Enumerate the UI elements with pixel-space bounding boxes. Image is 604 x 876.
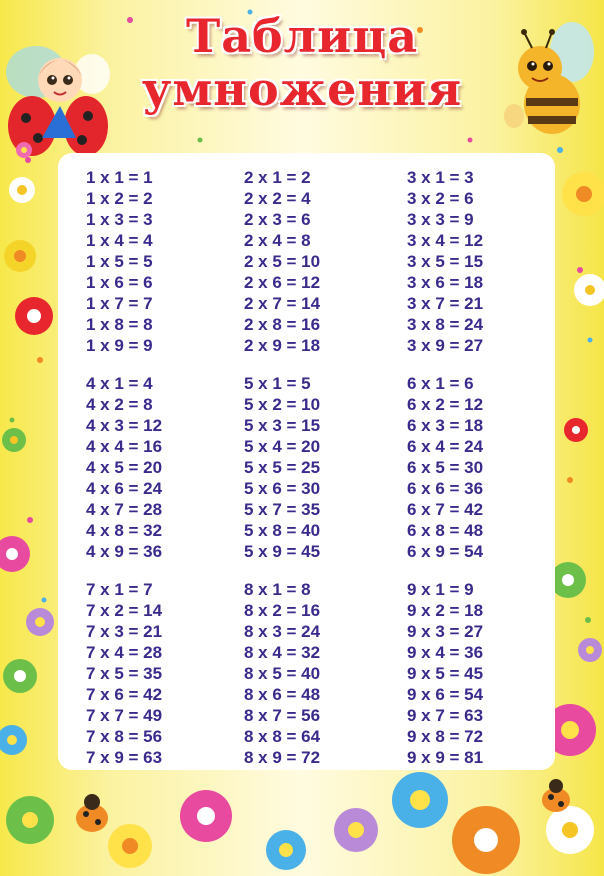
flower-icon: [546, 806, 594, 854]
equation: 6 x 7 = 42: [407, 500, 484, 519]
title-line-2: умножения: [141, 62, 463, 116]
equation: 8 x 4 = 32: [244, 643, 321, 662]
equation: 8 x 5 = 40: [244, 664, 321, 683]
title-line-1: Таблица: [185, 9, 419, 63]
equation: 7 x 5 = 35: [86, 664, 163, 683]
equation: 1 x 5 = 5: [86, 252, 153, 271]
flower-icon: [3, 659, 37, 693]
equation: 6 x 4 = 24: [407, 437, 484, 456]
equation: 9 x 5 = 45: [407, 664, 484, 683]
equation: 3 x 6 = 18: [407, 273, 484, 292]
equation: 7 x 7 = 49: [86, 706, 163, 725]
flower-icon: [108, 824, 152, 868]
equation: 9 x 2 = 18: [407, 601, 484, 620]
flower-icon: [9, 177, 35, 203]
equation: 1 x 6 = 6: [86, 273, 153, 292]
times-table-2: [244, 167, 394, 356]
equation: 1 x 1 = 1: [86, 168, 153, 187]
times-table-1: [86, 167, 236, 356]
flower-icon: [0, 725, 27, 755]
ladybug-girl-icon: [2, 30, 114, 162]
equation: 7 x 1 = 7: [86, 580, 153, 599]
equation: 6 x 6 = 36: [407, 479, 484, 498]
equation: 9 x 3 = 27: [407, 622, 484, 641]
equation: 1 x 3 = 3: [86, 210, 153, 229]
equation: 4 x 7 = 28: [86, 500, 163, 519]
equation: 5 x 5 = 25: [244, 458, 321, 477]
flower-icon: [266, 830, 306, 870]
equation: 1 x 8 = 8: [86, 315, 153, 334]
equation: 3 x 3 = 9: [407, 210, 474, 229]
equation: 6 x 3 = 18: [407, 416, 484, 435]
equation: 3 x 2 = 6: [407, 189, 474, 208]
equation: 6 x 2 = 12: [407, 395, 484, 414]
equation: 7 x 9 = 63: [86, 748, 163, 767]
equation: 2 x 9 = 18: [244, 336, 321, 355]
flower-icon: [564, 418, 588, 442]
flower-icon: [4, 240, 36, 272]
equation: 9 x 7 = 63: [407, 706, 484, 725]
flower-icon: [180, 790, 232, 842]
equation: 7 x 8 = 56: [86, 727, 163, 746]
flower-icon: [2, 428, 26, 452]
equation: 9 x 8 = 72: [407, 727, 484, 746]
equation: 7 x 4 = 28: [86, 643, 163, 662]
equation: 8 x 7 = 56: [244, 706, 321, 725]
equation: 8 x 6 = 48: [244, 685, 321, 704]
equation: 6 x 1 = 6: [407, 374, 474, 393]
equation: 8 x 9 = 72: [244, 748, 321, 767]
equation: 8 x 3 = 24: [244, 622, 321, 641]
right-flowers: [550, 150, 604, 790]
equation: 2 x 4 = 8: [244, 231, 311, 250]
flower-icon: [0, 536, 30, 572]
equation: 2 x 3 = 6: [244, 210, 311, 229]
times-table-9: [407, 579, 557, 768]
equation: 5 x 6 = 30: [244, 479, 321, 498]
flower-icon: [26, 608, 54, 636]
multiplication-board: [58, 153, 555, 770]
times-table-4: [86, 373, 236, 562]
equation: 2 x 5 = 10: [244, 252, 321, 271]
equation: 9 x 9 = 81: [407, 748, 484, 767]
bee-icon: [500, 20, 600, 144]
flower-icon: [6, 796, 54, 844]
equation: 4 x 2 = 8: [86, 395, 153, 414]
table-row-block: [58, 167, 555, 373]
equation: 4 x 4 = 16: [86, 437, 163, 456]
equation: 7 x 3 = 21: [86, 622, 163, 641]
equation: 5 x 3 = 15: [244, 416, 321, 435]
equation: 6 x 8 = 48: [407, 521, 484, 540]
table-row-block: [58, 579, 555, 785]
flower-icon: [15, 297, 53, 335]
table-row-block: [58, 373, 555, 579]
equation: 2 x 8 = 16: [244, 315, 321, 334]
flower-icon: [562, 172, 604, 216]
equation: 3 x 9 = 27: [407, 336, 484, 355]
flower-icon: [574, 274, 604, 306]
equation: 5 x 4 = 20: [244, 437, 321, 456]
equation: 4 x 5 = 20: [86, 458, 163, 477]
times-table-3: [407, 167, 557, 356]
equation: 2 x 6 = 12: [244, 273, 321, 292]
equation: 9 x 4 = 36: [407, 643, 484, 662]
equation: 8 x 2 = 16: [244, 601, 321, 620]
equation: 7 x 2 = 14: [86, 601, 163, 620]
equation: 2 x 7 = 14: [244, 294, 321, 313]
equation: 5 x 8 = 40: [244, 521, 321, 540]
equation: 3 x 4 = 12: [407, 231, 484, 250]
flower-icon: [452, 806, 520, 874]
equation: 3 x 8 = 24: [407, 315, 484, 334]
times-table-6: [407, 373, 557, 562]
equation: 6 x 5 = 30: [407, 458, 484, 477]
table-grid: [58, 167, 555, 785]
equation: 3 x 7 = 21: [407, 294, 484, 313]
equation: 5 x 1 = 5: [244, 374, 311, 393]
equation: 4 x 1 = 4: [86, 374, 153, 393]
equation: 9 x 1 = 9: [407, 580, 474, 599]
equation: 9 x 6 = 54: [407, 685, 484, 704]
equation: 4 x 8 = 32: [86, 521, 163, 540]
equation: 1 x 9 = 9: [86, 336, 153, 355]
ladybug-icon: [76, 794, 108, 832]
equation: 1 x 2 = 2: [86, 189, 153, 208]
equation: 5 x 9 = 45: [244, 542, 321, 561]
flower-icon: [334, 808, 378, 852]
equation: 3 x 1 = 3: [407, 168, 474, 187]
equation: 8 x 1 = 8: [244, 580, 311, 599]
equation: 1 x 7 = 7: [86, 294, 153, 313]
equation: 1 x 4 = 4: [86, 231, 153, 250]
equation: 2 x 1 = 2: [244, 168, 311, 187]
equation: 3 x 5 = 15: [407, 252, 484, 271]
times-table-7: [86, 579, 236, 768]
equation: 4 x 3 = 12: [86, 416, 163, 435]
times-table-5: [244, 373, 394, 562]
equation: 4 x 6 = 24: [86, 479, 163, 498]
equation: 5 x 2 = 10: [244, 395, 321, 414]
left-flowers: [0, 170, 56, 770]
equation: 4 x 9 = 36: [86, 542, 163, 561]
equation: 7 x 6 = 42: [86, 685, 163, 704]
equation: 6 x 9 = 54: [407, 542, 484, 561]
equation: 8 x 8 = 64: [244, 727, 321, 746]
flower-icon: [578, 638, 602, 662]
equation: 2 x 2 = 4: [244, 189, 311, 208]
equation: 5 x 7 = 35: [244, 500, 321, 519]
times-table-8: [244, 579, 394, 768]
